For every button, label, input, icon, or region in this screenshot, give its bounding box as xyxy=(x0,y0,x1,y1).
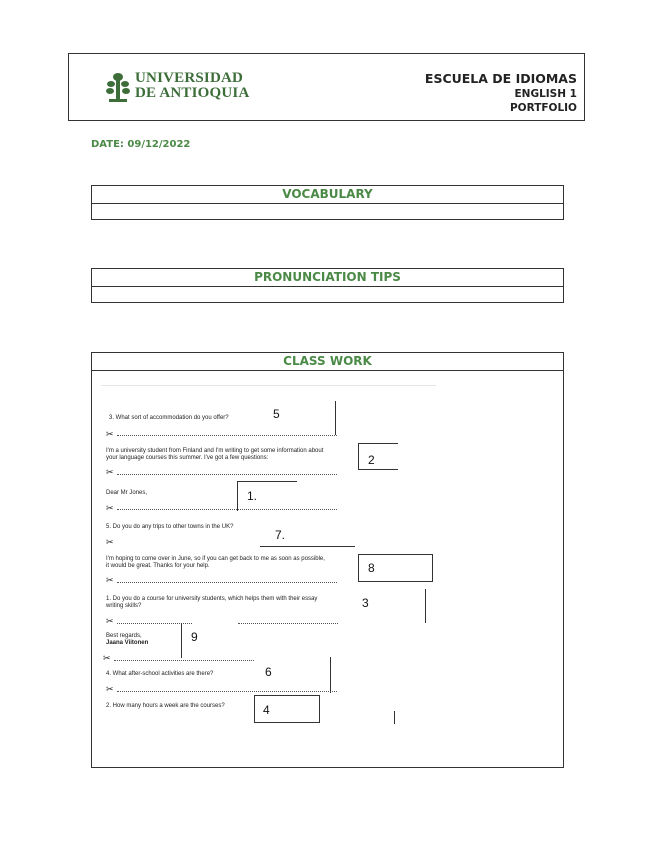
answer-number: 4 xyxy=(263,703,270,717)
exercise-line: I'm hoping to come over in June, so if you can get back to me as soon as possible, xyxy=(106,556,325,562)
scissors-icon: ✂ xyxy=(106,467,114,477)
cut-mark xyxy=(394,711,395,724)
scissors-icon: ✂ xyxy=(106,429,114,439)
answer-number: 9 xyxy=(191,630,198,644)
scissors-icon: ✂ xyxy=(106,503,114,513)
answer-number: 2 xyxy=(368,453,375,467)
document-type: PORTFOLIO xyxy=(509,102,577,114)
exercise-line: 2. How many hours a week are the courses? xyxy=(106,703,225,709)
scissors-icon: ✂ xyxy=(106,537,114,547)
cut-line xyxy=(114,660,254,661)
scissors-icon: ✂ xyxy=(103,653,111,663)
answer-number: 3 xyxy=(362,596,369,610)
cut-mark xyxy=(425,589,426,623)
pronunciation-title: PRONUNCIATION TIPS xyxy=(92,269,563,287)
answer-number: 5 xyxy=(273,407,280,421)
exercise-line: your language courses this summer. I've got a few questions: xyxy=(106,455,269,461)
university-seal-icon xyxy=(105,71,131,105)
vocabulary-section xyxy=(91,185,564,220)
exercise-line: Best regards, xyxy=(106,633,142,639)
answer-underline xyxy=(260,546,355,547)
exercise-line: Dear Mr Jones, xyxy=(106,490,148,496)
exercise-line: 5. Do you do any trips to other towns in the UK? xyxy=(106,524,234,530)
answer-number: 8 xyxy=(368,561,375,575)
cut-mark xyxy=(335,401,336,435)
cut-line xyxy=(117,691,337,692)
document-header xyxy=(68,53,585,121)
exercise-line: 3. What sort of accommodation do you offer? xyxy=(109,415,229,421)
exercise-line: 4. What after-school activities are there? xyxy=(106,671,214,677)
answer-number: 7. xyxy=(275,528,286,542)
exercise-line: 1. Do you do a course for university students, which helps them with their essay xyxy=(106,596,318,602)
university-name-line2: DE ANTIOQUIA xyxy=(135,85,250,101)
exercise-line: I'm a university student from Finland and I'm writing to get some information about xyxy=(106,448,324,454)
cut-line xyxy=(238,623,338,624)
classwork-title: CLASS WORK xyxy=(92,353,563,371)
cut-line xyxy=(117,435,337,436)
answer-box xyxy=(358,443,398,470)
university-name-line1: UNIVERSIDAD xyxy=(135,70,244,86)
cut-line xyxy=(117,509,337,510)
school-info xyxy=(425,71,577,115)
scissors-icon: ✂ xyxy=(106,575,114,585)
exercise-line: Jaana Viitonen xyxy=(106,640,149,646)
school-name: ESCUELA DE IDIOMAS xyxy=(424,71,577,86)
answer-box-top xyxy=(237,481,297,482)
pronunciation-section xyxy=(91,268,564,303)
vocabulary-title: VOCABULARY xyxy=(92,186,563,204)
exercise-sheet xyxy=(92,370,563,767)
date-label: DATE: 09/12/2022 xyxy=(91,139,191,150)
answer-box-side xyxy=(181,623,182,658)
answer-box-side xyxy=(237,481,238,511)
university-name xyxy=(135,71,250,101)
sheet-edge xyxy=(101,385,436,386)
cut-line xyxy=(117,582,337,583)
answer-number: 1. xyxy=(247,489,258,503)
exercise-line: writing skills? xyxy=(106,603,142,609)
scissors-icon: ✂ xyxy=(106,616,114,626)
scissors-icon: ✂ xyxy=(106,684,114,694)
classwork-section xyxy=(91,352,564,768)
cut-line xyxy=(117,474,337,475)
answer-number: 6 xyxy=(265,665,272,679)
exercise-line: it would be great. Thanks for your help. xyxy=(106,563,210,569)
course-name: ENGLISH 1 xyxy=(514,88,577,100)
cut-mark xyxy=(330,657,331,693)
